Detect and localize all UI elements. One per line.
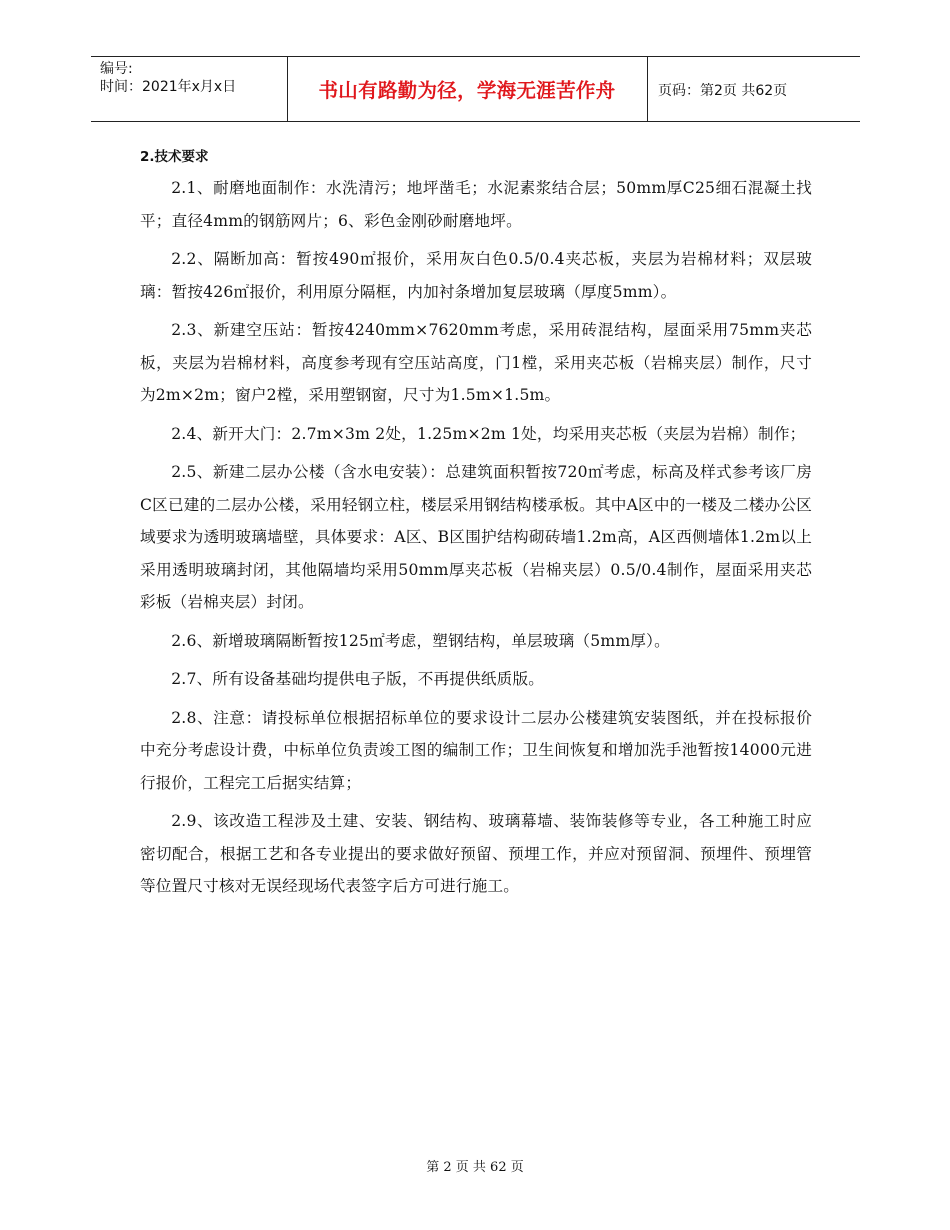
paragraph-2-4: 2.4、新开大门：2.7m×3m 2处，1.25m×2m 1处，均采用夹芯板（夹层为岩棉）制作； bbox=[171, 424, 806, 443]
paragraph-2-1: 2.1、耐磨地面制作：水洗清污；地坪凿毛；水泥素浆结合层；50mm厚C25细石混凝土找平；直径4mm的钢筋网片；6、彩色金刚砂耐磨地坪。 bbox=[140, 179, 812, 230]
paragraph-2-5: 2.5、新建二层办公楼（含水电安装）：总建筑面积暂按720㎡考虑，标高及样式参考该厂房C区已建的二层办公楼，采用轻钢立柱，楼层采用钢结构楼承板。其中A区中的一楼及二楼办公区域要求为透明玻璃墙壁，具体要求：A区、B区围护结构砌砖墙1.2m高，A区西侧墙体1.2m以上采用透明玻璃封闭，其他隔墙均采用50mm厚夹芯板（岩棉夹层）0.5/0.4制作，屋面采用夹芯彩板（岩棉夹层）封闭。 bbox=[140, 463, 812, 611]
page-header bbox=[91, 56, 860, 122]
section-title: 2.技术要求 bbox=[140, 149, 209, 165]
time-label: 时间：2021年x月x日 bbox=[100, 79, 237, 95]
page-footer: 第 2 页 共 62 页 bbox=[426, 1160, 524, 1175]
header-divider-right bbox=[647, 57, 648, 122]
paragraph-2-9: 2.9、该改造工程涉及土建、安装、钢结构、玻璃幕墙、装饰装修等专业，各工种施工时应密切配合，根据工艺和各专业提出的要求做好预留、预埋工作，并应对预留洞、预埋件、预埋管等位置尺寸核对无误经现场代表签字后方可进行施工。 bbox=[140, 812, 812, 895]
header-motto: 书山有路勤为径，学海无涯苦作舟 bbox=[318, 79, 616, 102]
paragraph-2-3: 2.3、新建空压站：暂按4240mm×7620mm考虑，采用砖混结构，屋面采用75mm夹芯板，夹层为岩棉材料，高度参考现有空压站高度，门1樘，采用夹芯板（岩棉夹层）制作，尺寸为2m×2m；窗户2樘，采用塑钢窗，尺寸为1.5m×1.5m。 bbox=[140, 321, 812, 404]
header-page-number: 页码：第2页 共62页 bbox=[658, 83, 788, 99]
paragraph-2-7: 2.7、所有设备基础均提供电子版，不再提供纸质版。 bbox=[171, 670, 545, 688]
paragraph-2-2: 2.2、隔断加高：暂按490㎡报价，采用灰白色0.5/0.4夹芯板，夹层为岩棉材料；双层玻璃：暂按426㎡报价，利用原分隔框，内加衬条增加复层玻璃（厚度5mm）。 bbox=[140, 250, 812, 301]
document-body bbox=[140, 146, 812, 909]
paragraph-2-8: 2.8、注意：请投标单位根据招标单位的要求设计二层办公楼建筑安装图纸，并在投标报价中充分考虑设计费，中标单位负责竣工图的编制工作；卫生间恢复和增加洗手池暂按14000元进行报价，工程完工后据实结算； bbox=[140, 708, 812, 792]
number-label: 编号: bbox=[100, 61, 133, 77]
header-meta bbox=[100, 60, 236, 96]
paragraph-2-6: 2.6、新增玻璃隔断暂按125㎡考虑，塑钢结构，单层玻璃（5mm厚）。 bbox=[171, 631, 670, 650]
